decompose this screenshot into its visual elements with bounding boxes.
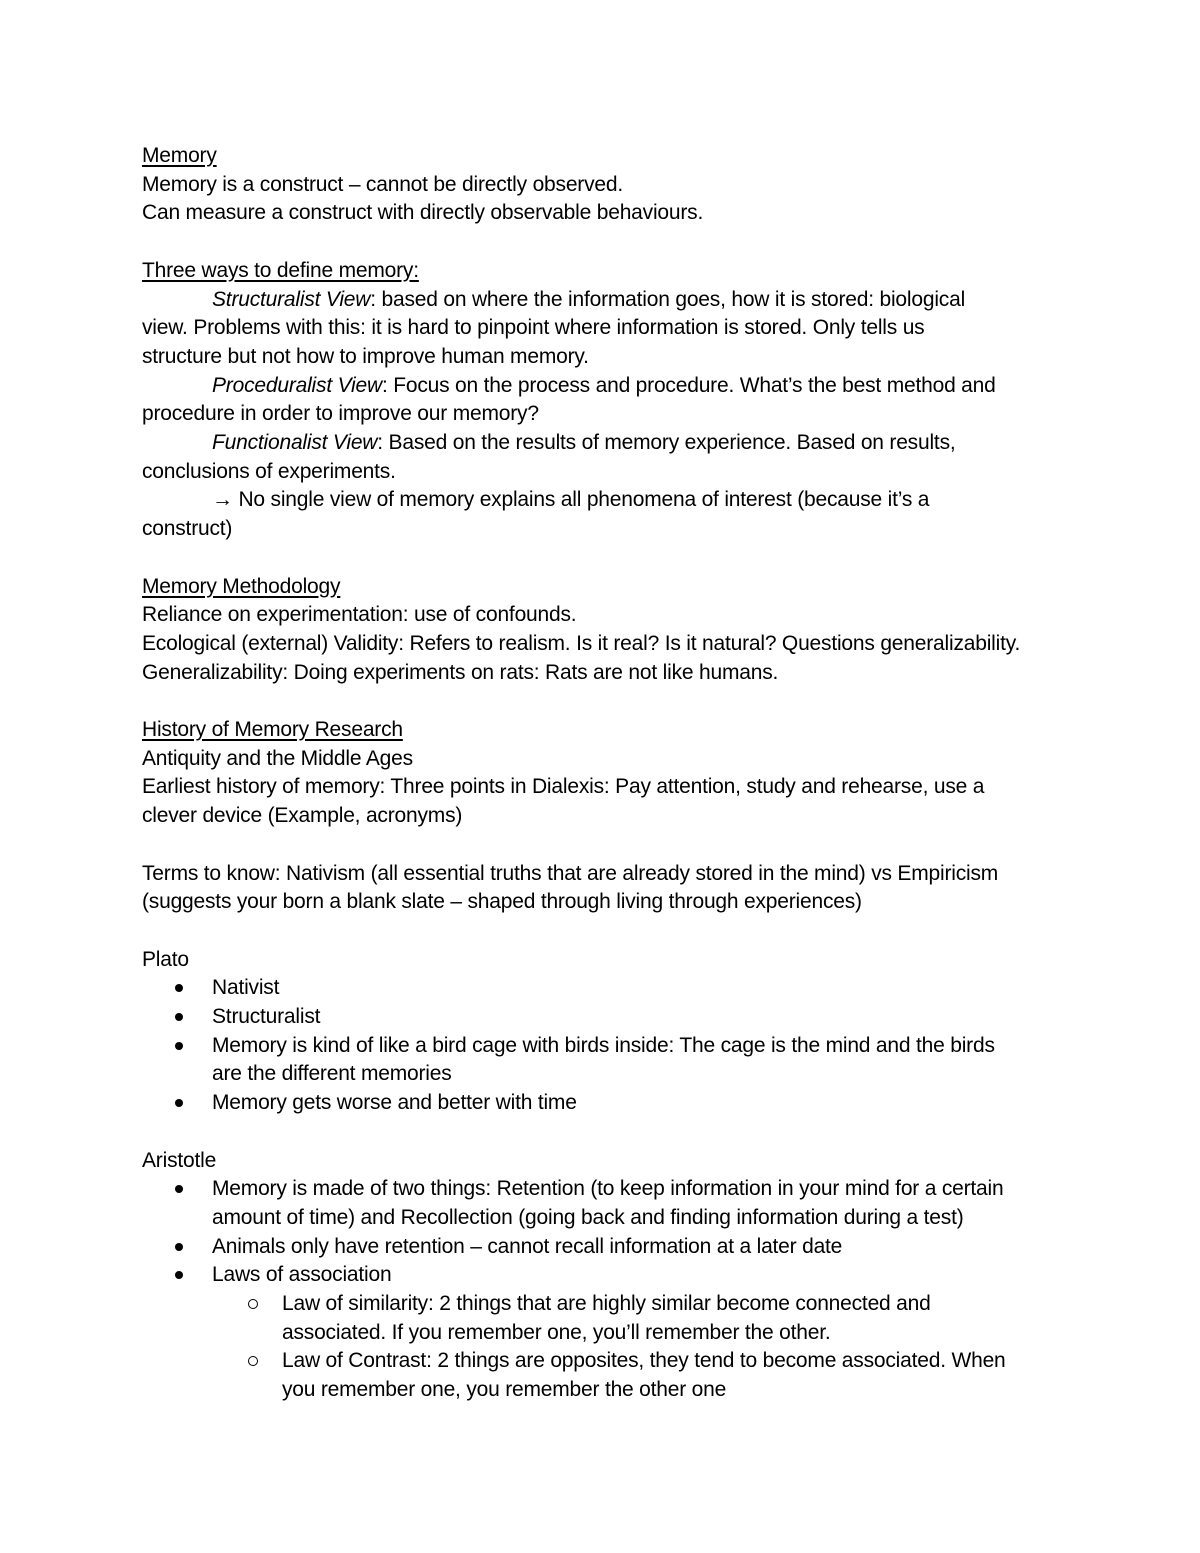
list-item (142, 1290, 1072, 1347)
methodology-line-1: Reliance on experimentation: use of confounds. (142, 603, 577, 627)
plato-list (142, 974, 1072, 1118)
list-item-text: Memory is made of two things: Retention (to keep information in your mind for a certain (212, 1177, 1004, 1201)
history-line-2: Earliest history of memory: Three points in Dialexis: Pay attention, study and rehearse, use a (142, 775, 985, 799)
list-item-text: Laws of association (212, 1263, 392, 1287)
list-item-text: you remember one, you remember the other one (282, 1378, 727, 1402)
bullet-icon (175, 1185, 183, 1193)
functionalist-line-1 (142, 429, 1072, 458)
list-item-text: Structuralist (212, 1005, 321, 1029)
memory-line-2: Can measure a construct with directly observable behaviours. (142, 201, 704, 225)
spacer (142, 831, 1072, 860)
history-line-1: Antiquity and the Middle Ages (142, 746, 413, 770)
list-item-text: Nativist (212, 976, 280, 1000)
structuralist-line-2: view. Problems with this: it is hard to pinpoint where information is stored. Only tells us (142, 316, 925, 340)
structuralist-text: : based on where the information goes, how it is stored: biological (370, 287, 966, 311)
list-item-text: associated. If you remember one, you’ll remember the other. (282, 1320, 831, 1344)
three-ways-heading: Three ways to define memory: (142, 258, 419, 282)
hollow-bullet-icon (248, 1299, 258, 1309)
structuralist-label: Structuralist View (212, 287, 371, 311)
memory-line-1: Memory is a construct – cannot be directly observed. (142, 172, 623, 196)
functionalist-text: : Based on the results of memory experience. Based on results, (377, 431, 956, 455)
bullet-icon (175, 1271, 183, 1279)
proceduralist-text: : Focus on the process and procedure. What’s the best method and (381, 373, 996, 397)
methodology-heading: Memory Methodology (142, 574, 341, 598)
list-item-text: Law of similarity: 2 things that are highly similar become connected and (282, 1292, 931, 1316)
functionalist-line-2: conclusions of experiments. (142, 459, 396, 483)
structuralist-line-3: structure but not how to improve human memory. (142, 344, 589, 368)
document-body (142, 142, 1072, 1405)
list-item (142, 1003, 1072, 1032)
arrow-icon: → (212, 488, 233, 512)
bullet-icon (175, 1042, 183, 1050)
history-line-3: clever device (Example, acronyms) (142, 804, 463, 828)
methodology-line-2: Ecological (external) Validity: Refers to realism. Is it real? Is it natural? Questions generalizability. (142, 631, 1021, 655)
bullet-icon (175, 984, 183, 992)
proceduralist-line-1 (142, 372, 1072, 401)
list-item-text: Animals only have retention – cannot recall information at a later date (212, 1234, 843, 1258)
list-item-text: amount of time) and Recollection (going back and finding information during a test) (212, 1205, 964, 1229)
list-item (142, 1233, 1072, 1262)
terms-line-2: (suggests your born a blank slate – shaped through living through experiences) (142, 890, 862, 914)
terms-line-1: Terms to know: Nativism (all essential truths that are already stored in the mind) vs Empiricism (142, 861, 999, 885)
spacer (142, 228, 1072, 257)
history-heading: History of Memory Research (142, 718, 403, 742)
proceduralist-label: Proceduralist View (212, 373, 382, 397)
list-item (142, 974, 1072, 1003)
list-item-text: Memory is kind of like a bird cage with birds inside: The cage is the mind and the birds (212, 1033, 995, 1057)
list-item (142, 1261, 1072, 1405)
aristotle-heading: Aristotle (142, 1148, 217, 1172)
bullet-icon (175, 1013, 183, 1021)
list-item-text: Law of Contrast: 2 things are opposites, they tend to become associated. When (282, 1349, 1006, 1373)
conclusion-line-1 (142, 486, 1072, 515)
spacer (142, 917, 1072, 946)
plato-heading: Plato (142, 947, 189, 971)
conclusion-text: No single view of memory explains all phenomena of interest (because it’s a (232, 488, 930, 512)
list-item (142, 1175, 1072, 1232)
memory-heading: Memory (142, 144, 217, 167)
hollow-bullet-icon (248, 1356, 258, 1366)
list-item (142, 1089, 1072, 1118)
list-item-text: are the different memories (212, 1062, 452, 1086)
structuralist-line-1 (142, 286, 1072, 315)
methodology-line-3: Generalizability: Doing experiments on rats: Rats are not like humans. (142, 660, 779, 684)
spacer (142, 687, 1072, 716)
spacer (142, 1118, 1072, 1147)
conclusion-line-2: construct) (142, 517, 233, 541)
list-item (142, 1347, 1072, 1404)
aristotle-list (142, 1175, 1072, 1405)
spacer (142, 544, 1072, 573)
bullet-icon (175, 1099, 183, 1107)
list-item-text: Memory gets worse and better with time (212, 1091, 577, 1115)
bullet-icon (175, 1243, 183, 1251)
laws-of-association-list (212, 1290, 1072, 1405)
functionalist-label: Functionalist View (212, 431, 378, 455)
list-item (142, 1032, 1072, 1089)
proceduralist-line-2: procedure in order to improve our memory? (142, 402, 539, 426)
